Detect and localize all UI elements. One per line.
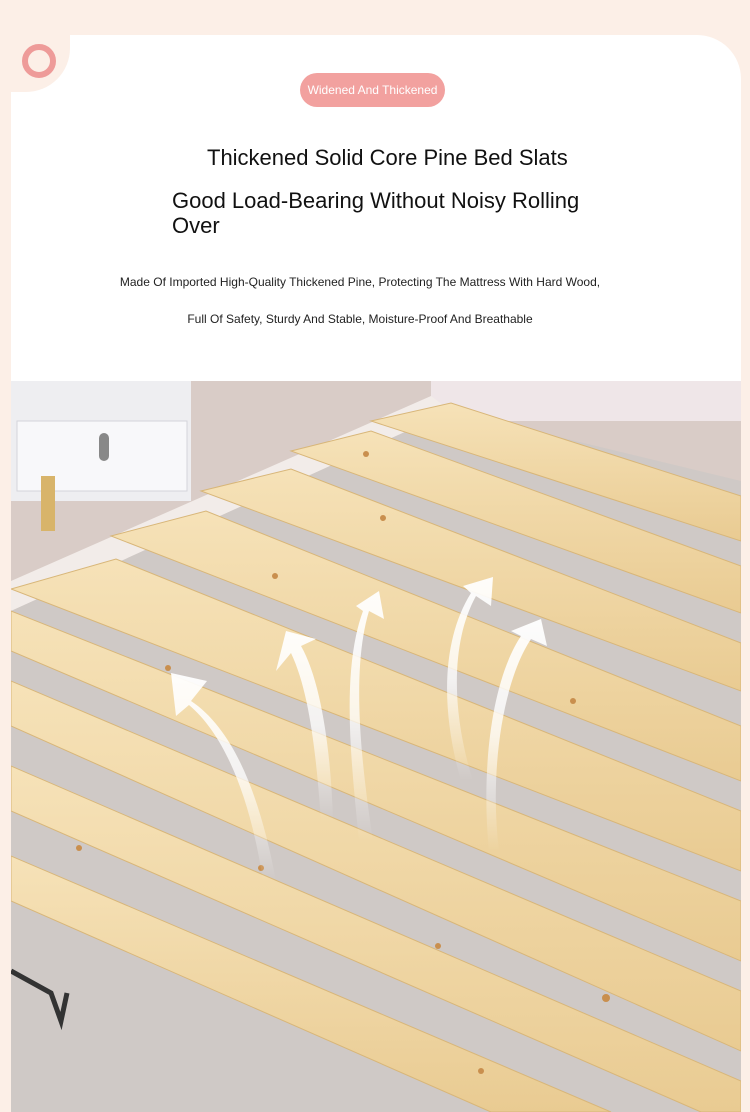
- ring-icon: [22, 44, 56, 78]
- description-line-1: Made Of Imported High-Quality Thickened Pine, Protecting The Mattress With Hard Wood,: [119, 275, 601, 289]
- bed-slats-photo: [11, 381, 741, 1112]
- description-line-2: Full Of Safety, Sturdy And Stable, Moisture-Proof And Breathable: [187, 312, 533, 326]
- feature-badge: Widened And Thickened: [300, 73, 445, 107]
- page-title: Thickened Solid Core Pine Bed Slats: [207, 145, 568, 170]
- bed-slats-illustration: [11, 381, 741, 1112]
- page-subtitle: Good Load-Bearing Without Noisy Rolling Over: [172, 188, 580, 238]
